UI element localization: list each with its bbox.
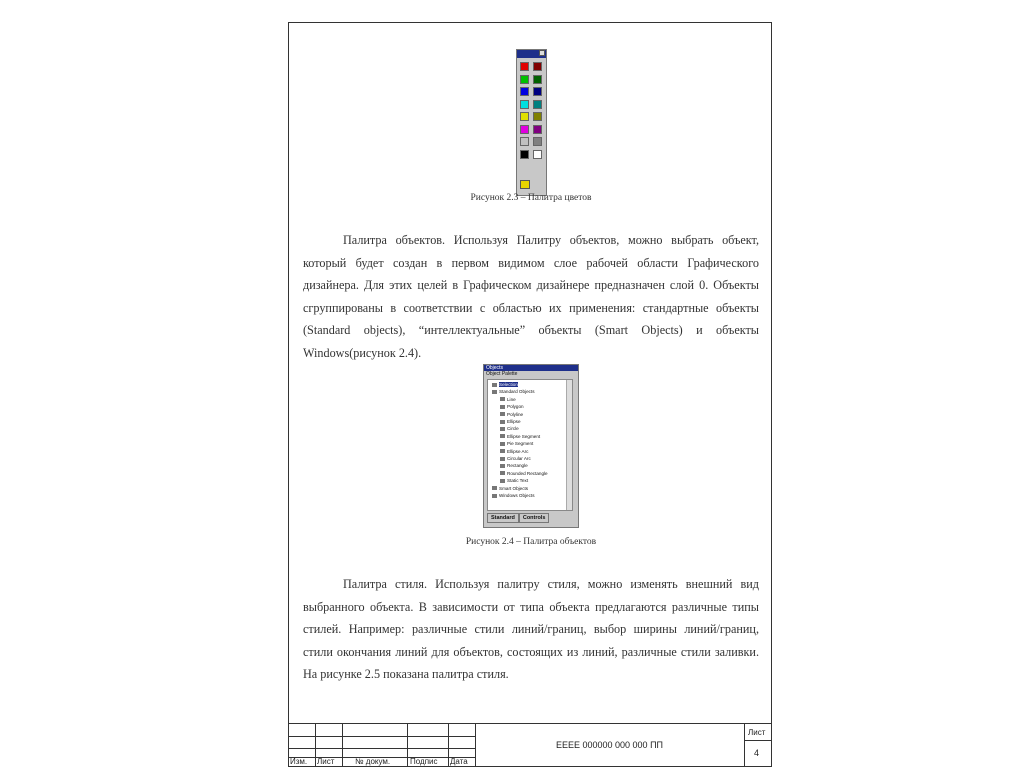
tree-item-label: Polyline xyxy=(507,411,524,417)
tree-item-label: Line xyxy=(507,396,516,402)
palette-header: Object Palette xyxy=(486,371,518,377)
tree-item-icon xyxy=(500,442,505,446)
color-swatch xyxy=(533,75,542,84)
tree-item-icon xyxy=(500,471,505,475)
color-swatch xyxy=(533,137,542,146)
color-swatch xyxy=(533,150,542,159)
tree-item xyxy=(500,478,528,483)
document-designation: ЕЕЕЕ 000000 000 000 ПП xyxy=(555,740,663,750)
tree-item-label: Selection xyxy=(499,382,518,387)
tree-item-icon xyxy=(500,464,505,468)
color-swatch xyxy=(533,100,542,109)
color-swatch xyxy=(533,62,542,71)
tree-item-icon xyxy=(500,427,505,431)
tree-item-label: Standard Objects xyxy=(499,389,535,395)
paragraph-text: Палитра стиля. Используя палитру стиля, можно изменять внешний вид выбранного объекта. В зависимости от типа объекта предлагаются различные типы стилей. Например: различные стили линий/границ, выбор ширины линий/границ, стили окончания линий для объектов, состоящих из линий, различные стили заливки. На рисунке 2.5 показана палитра стиля. xyxy=(303,577,759,681)
palette-window-title: Objects xyxy=(484,365,578,371)
tree-item-label: Static Text xyxy=(507,478,529,484)
figure-caption-2-3: Рисунок 2.3 – Палитра цветов xyxy=(470,193,592,203)
tree-item xyxy=(500,397,516,402)
paint-bucket-icon xyxy=(520,180,530,189)
color-palette-image xyxy=(516,49,547,196)
tree-item xyxy=(492,493,535,498)
color-swatch xyxy=(520,100,529,109)
tree-item xyxy=(500,434,540,439)
color-swatch xyxy=(533,125,542,134)
tree-item xyxy=(500,404,524,409)
tree-item-label: Rounded Rectangle xyxy=(507,470,548,476)
title-block-stamp xyxy=(289,723,771,767)
tree-item-icon xyxy=(492,494,497,498)
tree-item-label: Circular Arc xyxy=(507,456,531,461)
stamp-col-list: Лист xyxy=(317,757,335,766)
color-swatch xyxy=(520,112,529,121)
tree-item-label: Ellipse Arc xyxy=(507,448,529,454)
tree-item-icon xyxy=(492,486,497,490)
object-palette-image xyxy=(483,364,579,528)
stamp-col-docnum: № докум. xyxy=(355,757,391,766)
tree-item xyxy=(500,471,548,476)
tree-item-label: Ellipse xyxy=(507,419,521,424)
figure-caption-2-4: Рисунок 2.4 – Палитра объектов xyxy=(465,537,597,547)
close-icon xyxy=(539,50,545,56)
tree-item-label: Circle xyxy=(507,426,519,432)
tree-item-icon xyxy=(500,397,505,401)
tree-item-icon xyxy=(500,457,505,461)
tree-item xyxy=(500,463,528,468)
color-swatch xyxy=(520,75,529,84)
tree-item xyxy=(492,382,518,387)
tab-standard: Standard xyxy=(487,513,519,523)
tree-item-icon xyxy=(500,420,505,424)
tree-item xyxy=(492,486,528,491)
color-swatch xyxy=(520,62,529,71)
palette-tabs xyxy=(487,513,549,523)
tree-item xyxy=(500,419,521,424)
sheet-number: 4 xyxy=(754,748,760,758)
stamp-col-date: Дата xyxy=(450,757,468,766)
color-swatch xyxy=(520,125,529,134)
tree-item-icon xyxy=(492,390,497,394)
tree-item-icon xyxy=(500,412,505,416)
color-swatch xyxy=(520,137,529,146)
tree-item-label: Smart Objects xyxy=(499,485,529,491)
tree-item xyxy=(500,441,533,446)
color-swatch xyxy=(520,87,529,96)
color-swatch xyxy=(520,150,529,159)
sheet-label: Лист xyxy=(748,728,766,737)
tree-item xyxy=(500,412,523,417)
tree-item-label: Windows Objects xyxy=(499,493,535,498)
stamp-col-izm: Изм. xyxy=(290,757,308,766)
tree-item xyxy=(500,426,519,431)
document-page xyxy=(288,22,772,767)
tree-item-label: Polygon xyxy=(507,404,524,410)
tree-item xyxy=(492,389,535,394)
stamp-col-signature: Подпис xyxy=(410,757,438,766)
tree-item-icon xyxy=(492,383,497,387)
paragraph-text: Палитра объектов. Используя Палитру объектов, можно выбрать объект, который будет создан в первом видимом слое рабочей области Графического дизайнера. Для этих целей в Графическом дизайнере предназначен слой 0. Объекты сгруппированы в соответствии с областью их применения: стандартные объекты (Standard objects), “интеллектуальные” объекты (Smart Objects) и объекты Windows(рисунок 2.4). xyxy=(303,233,759,360)
tree-item-icon xyxy=(500,449,505,453)
tree-scrollbar xyxy=(566,380,572,510)
tree-item-icon xyxy=(500,405,505,409)
object-tree xyxy=(487,379,573,511)
paragraph-style-palette xyxy=(303,573,759,686)
tab-controls: Controls xyxy=(519,513,550,523)
color-swatch xyxy=(533,87,542,96)
tree-item-label: Pie Segment xyxy=(507,441,534,447)
tree-item-icon xyxy=(500,479,505,483)
tree-item xyxy=(500,456,531,461)
tree-item-icon xyxy=(500,434,505,438)
tree-item-label: Ellipse Segment xyxy=(507,433,541,439)
color-swatch xyxy=(533,112,542,121)
tree-item-label: Rectangle xyxy=(507,463,528,469)
paragraph-object-palette xyxy=(303,229,759,364)
tree-item xyxy=(500,449,528,454)
palette-titlebar xyxy=(517,50,546,58)
